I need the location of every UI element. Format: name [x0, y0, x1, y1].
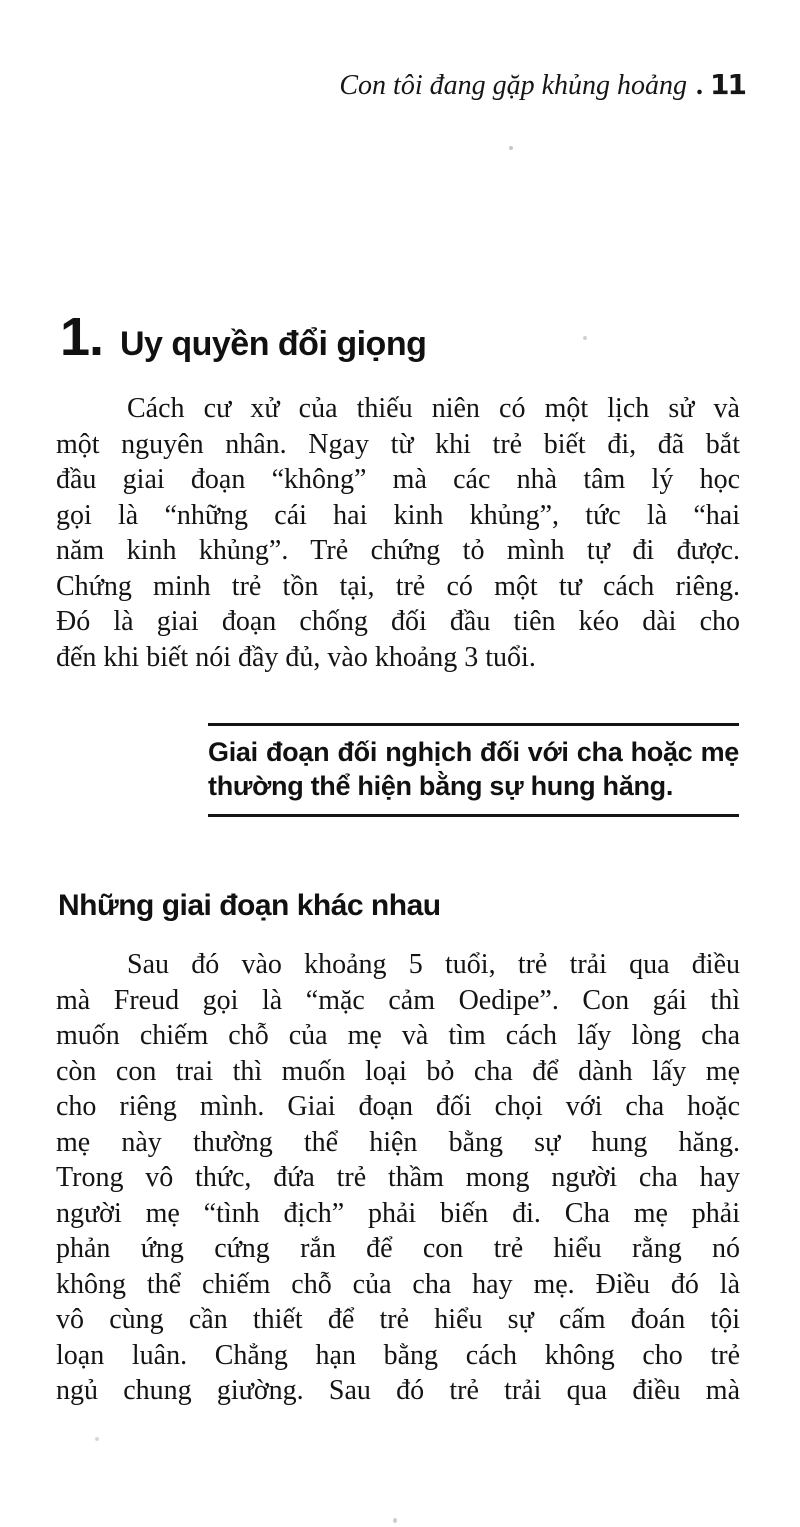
text-line: muốn chiếm chỗ của mẹ và tìm cách lấy lòng cha	[56, 1020, 740, 1051]
paragraph-2	[56, 947, 740, 1409]
running-title: Con tôi đang gặp khủng hoảng	[339, 70, 688, 101]
text-line: loạn luân. Chẳng hạn bằng cách không cho trẻ	[56, 1339, 740, 1371]
text-line: không thể chiếm chỗ của cha hay mẹ. Điều đó là	[56, 1268, 740, 1300]
text-line: người mẹ “tình địch” phải biến đi. Cha mẹ phải	[56, 1197, 740, 1229]
text-line: cho riêng mình. Giai đoạn đối chọi với cha hoặc	[56, 1091, 740, 1122]
text-line: còn con trai thì muốn loại bỏ cha để dành lấy mẹ	[56, 1055, 740, 1087]
scan-speck	[509, 146, 513, 150]
text-line: Cách cư xử của thiếu niên có một lịch sử và	[127, 393, 740, 424]
text-line: vô cùng cần thiết để trẻ hiểu sự cấm đoán tội	[56, 1304, 740, 1335]
text-line: đến khi biết nói đầy đủ, vào khoảng 3 tuổi.	[56, 641, 536, 673]
text-line: Chứng minh trẻ tồn tại, trẻ có một tư cách riêng.	[56, 570, 740, 602]
running-head-separator: .	[696, 70, 704, 101]
callout-line: Giai đoạn đối nghịch đối với cha hoặc mẹ	[208, 737, 739, 767]
section-number: 1.	[60, 307, 104, 367]
text-line: đầu giai đoạn “không” mà các nhà tâm lý học	[56, 464, 740, 495]
callout-line: thường thể hiện bằng sự hung hăng.	[208, 771, 674, 801]
text-line: phản ứng cứng rắn để con trẻ hiểu rằng nó	[56, 1233, 740, 1264]
text-line: mà Freud gọi là “mặc cảm Oedipe”. Con gái thì	[56, 984, 740, 1016]
scan-speck	[393, 1518, 397, 1523]
scan-speck	[583, 336, 587, 340]
text-line: ngủ chung giường. Sau đó trẻ trải qua điều mà	[56, 1375, 740, 1406]
subheading: Những giai đoạn khác nhau	[58, 889, 441, 922]
text-line: Sau đó vào khoảng 5 tuổi, trẻ trải qua điều	[127, 949, 740, 980]
paragraph-1	[56, 391, 740, 675]
text-line: mẹ này thường thể hiện bằng sự hung hăng.	[56, 1126, 740, 1158]
section-title: Uy quyền đổi giọng	[119, 325, 427, 363]
page-number: 11	[710, 68, 745, 101]
text-line: Đó là giai đoạn chống đối đầu tiên kéo dài cho	[56, 606, 740, 637]
callout-quote	[208, 723, 739, 817]
section-heading	[60, 306, 426, 368]
running-head	[339, 68, 745, 102]
text-line: Trong vô thức, đứa trẻ thầm mong người cha hay	[56, 1162, 740, 1193]
text-line: năm kinh khủng”. Trẻ chứng tỏ mình tự đi được.	[56, 535, 740, 566]
text-line: một nguyên nhân. Ngay từ khi trẻ biết đi, đã bắt	[56, 428, 740, 460]
scan-speck	[95, 1437, 99, 1441]
text-line: gọi là “những cái hai kinh khủng”, tức là “hai	[56, 499, 740, 531]
